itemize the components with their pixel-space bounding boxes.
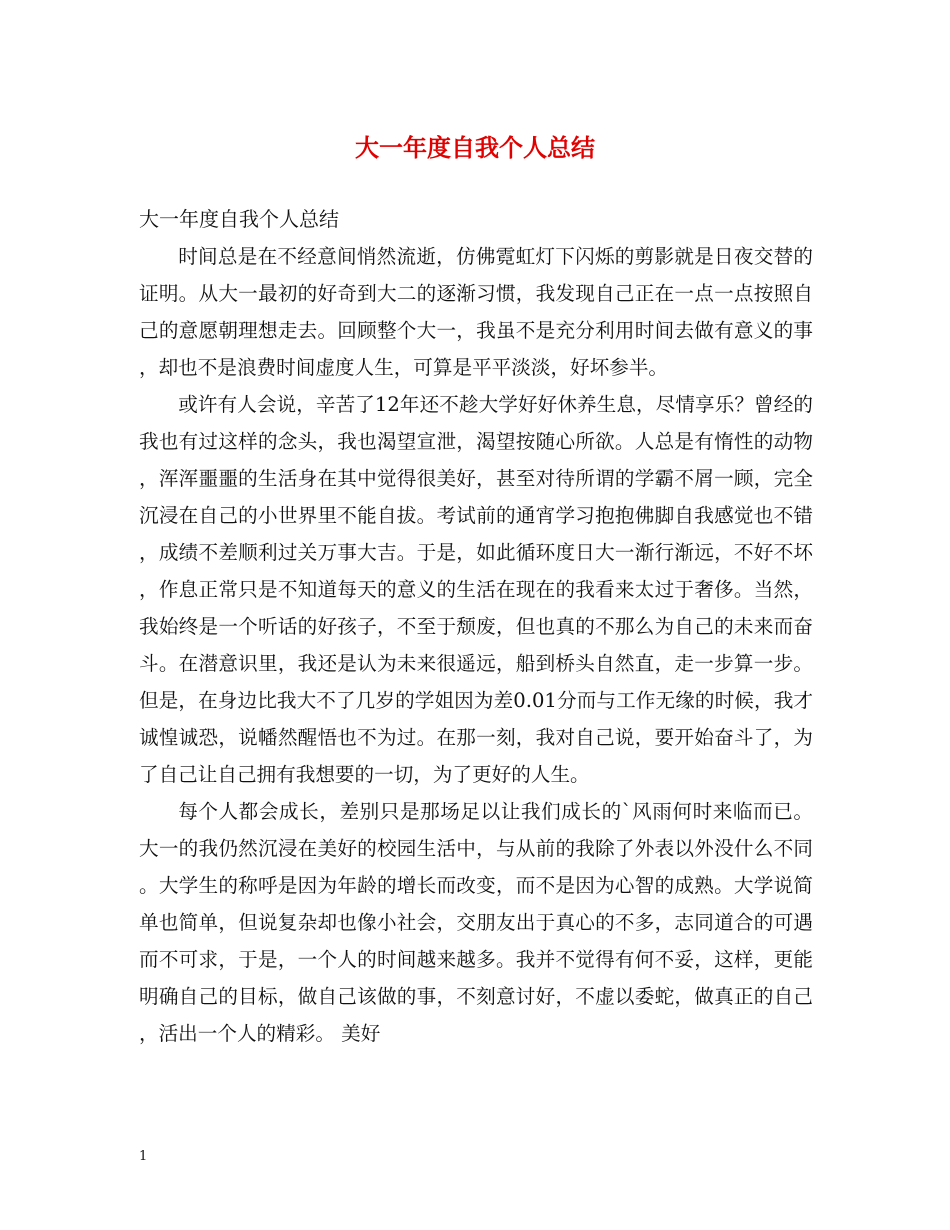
paragraph-1: 时间总是在不经意间悄然流逝，仿佛霓虹灯下闪烁的剪影就是日夜交替的证明。从大一最初的好奇到大二的逐渐习惯，我发现自己正在一点一点按照自己的意愿朝理想走去。回顾整个大一，我虽不是充分利用时间去做有意义的事，却也不是浪费时间虚度人生，可算是平平淡淡，好坏参半。: [139, 245, 813, 379]
paragraph-3: 每个人都会成长，差别只是那场足以让我们成长的`风雨何时来临而已。大一的我仍然沉浸在美好的校园生活中，与从前的我除了外表以外没什么不同。大学生的称呼是因为年龄的增长而改变，而不是因为心智的成熟。大学说简单也简单，但说复杂却也像小社会，交朋友出于真心的不多，志同道合的可遇而不可求，于是，一个人的时间越来越多。我并不觉得有何不妥，这样，更能明确自己的目标，做自己该做的事，不刻意讨好，不虚以委蛇，做真正的自己，活出一个人的精彩。 美好: [139, 800, 813, 1045]
document-title: 大一年度自我个人总结: [355, 133, 595, 162]
paragraph-2: 或许有人会说，辛苦了12年还不趁大学好好休养生息，尽情享乐？曾经的我也有过这样的念头，我也渴望宣泄，渴望按随心所欲。人总是有惰性的动物，浑浑噩噩的生活身在其中觉得很美好，甚至对待所谓的学霸不屑一顾，完全沉浸在自己的小世界里不能自拔。考试前的通宵学习抱抱佛脚自我感觉也不错，成绩不差顺利过关万事大吉。于是，如此循环度日大一渐行渐远，不好不坏，作息正常只是不知道每天的意义的生活在现在的我看来太过于奢侈。当然，我始终是一个听话的好孩子，不至于颓废，但也真的不那么为自己的未来而奋斗。在潜意识里，我还是认为未来很遥远，船到桥头自然直，走一步算一步。但是，在身边比我大不了几岁的学姐因为差0.01分而与工作无缘的时候，我才诚惶诚恐，说幡然醒悟也不为过。在那一刻，我对自己说，要开始奋斗了，为了自己让自己拥有我想要的一切，为了更好的人生。: [139, 393, 813, 786]
page-number: 1: [139, 1149, 148, 1164]
document-subtitle: 大一年度自我个人总结: [139, 207, 339, 231]
document-body: [139, 201, 813, 1052]
